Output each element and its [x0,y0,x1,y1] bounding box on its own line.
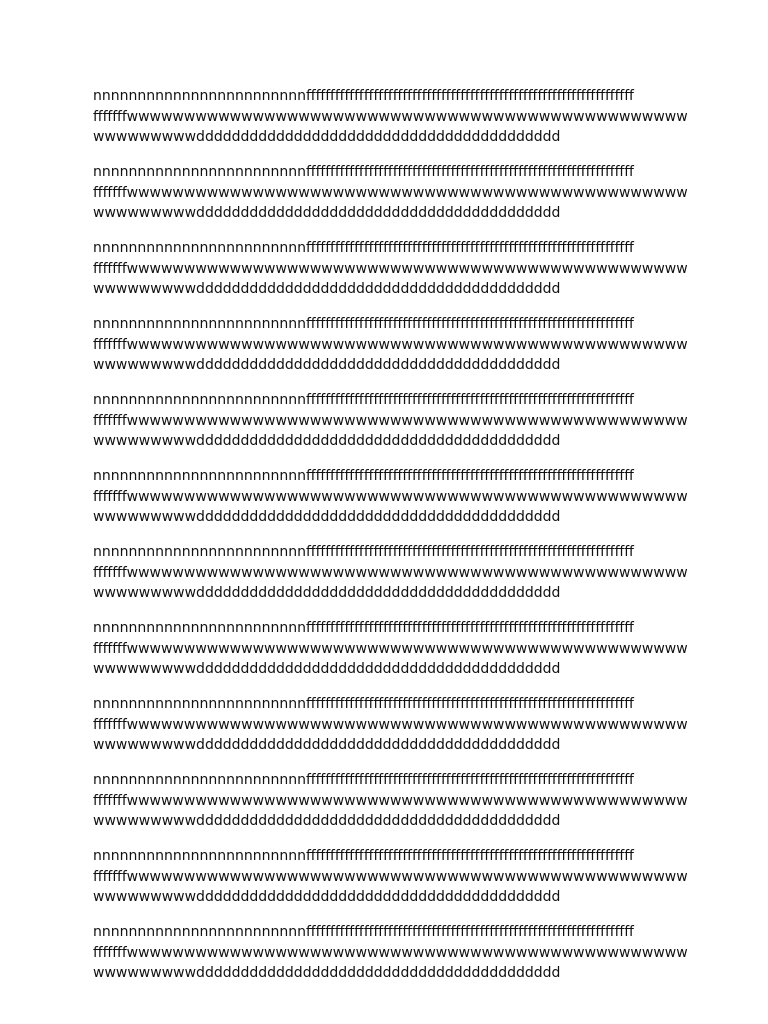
text-line: fffffffwwwwwwwwwwwwwwwwwwwwwwwwwwwwwwwwwwwwwwwwwwwwwwwww [93,412,688,429]
text-line: fffffffwwwwwwwwwwwwwwwwwwwwwwwwwwwwwwwwwwwwwwwwwwwwwwwww [93,640,688,657]
text-line: fffffffwwwwwwwwwwwwwwwwwwwwwwwwwwwwwwwwwwwwwwwwwwwwwwwww [93,260,688,277]
paragraph [93,86,693,148]
text-line: fffffffwwwwwwwwwwwwwwwwwwwwwwwwwwwwwwwwwwwwwwwwwwwwwwwww [93,184,688,201]
paragraph [93,162,693,224]
document-body [93,86,693,998]
text-line: fffffffwwwwwwwwwwwwwwwwwwwwwwwwwwwwwwwwwwwwwwwwwwwwwwwww [93,108,688,125]
paragraph [93,618,693,680]
text-line: nnnnnnnnnnnnnnnnnnnnnnnnffffffffffffffffffffffffffffffffffffffffffffffffffffffffffffffffffff [93,316,634,332]
paragraph [93,314,693,376]
text-line: wwwwwwwwwddddddddddddddddddddddddddddddddddddddddd [93,509,561,525]
text-line: nnnnnnnnnnnnnnnnnnnnnnnnffffffffffffffffffffffffffffffffffffffffffffffffffffffffffffffffffff [93,164,634,180]
paragraph [93,390,693,452]
text-line: wwwwwwwwwddddddddddddddddddddddddddddddddddddddddd [93,281,561,297]
text-line: wwwwwwwwwddddddddddddddddddddddddddddddddddddddddd [93,661,561,677]
text-line: wwwwwwwwwddddddddddddddddddddddddddddddddddddddddd [93,965,561,981]
paragraph [93,466,693,528]
text-line: nnnnnnnnnnnnnnnnnnnnnnnnffffffffffffffffffffffffffffffffffffffffffffffffffffffffffffffffffff [93,240,634,256]
text-line: wwwwwwwwwddddddddddddddddddddddddddddddddddddddddd [93,129,561,145]
paragraph [93,770,693,832]
paragraph [93,238,693,300]
paragraph [93,846,693,908]
text-line: fffffffwwwwwwwwwwwwwwwwwwwwwwwwwwwwwwwwwwwwwwwwwwwwwwwww [93,792,688,809]
text-line: nnnnnnnnnnnnnnnnnnnnnnnnffffffffffffffffffffffffffffffffffffffffffffffffffffffffffffffffffff [93,924,634,940]
text-line: wwwwwwwwwddddddddddddddddddddddddddddddddddddddddd [93,889,561,905]
text-line: fffffffwwwwwwwwwwwwwwwwwwwwwwwwwwwwwwwwwwwwwwwwwwwwwwwww [93,564,688,581]
text-line: wwwwwwwwwddddddddddddddddddddddddddddddddddddddddd [93,205,561,221]
text-line: wwwwwwwwwddddddddddddddddddddddddddddddddddddddddd [93,433,561,449]
text-line: fffffffwwwwwwwwwwwwwwwwwwwwwwwwwwwwwwwwwwwwwwwwwwwwwwwww [93,488,688,505]
text-line: nnnnnnnnnnnnnnnnnnnnnnnnffffffffffffffffffffffffffffffffffffffffffffffffffffffffffffffffffff [93,772,634,788]
text-line: nnnnnnnnnnnnnnnnnnnnnnnnffffffffffffffffffffffffffffffffffffffffffffffffffffffffffffffffffff [93,392,634,408]
text-line: nnnnnnnnnnnnnnnnnnnnnnnnffffffffffffffffffffffffffffffffffffffffffffffffffffffffffffffffffff [93,88,634,104]
text-line: fffffffwwwwwwwwwwwwwwwwwwwwwwwwwwwwwwwwwwwwwwwwwwwwwwwww [93,716,688,733]
text-line: nnnnnnnnnnnnnnnnnnnnnnnnffffffffffffffffffffffffffffffffffffffffffffffffffffffffffffffffffff [93,848,634,864]
text-line: wwwwwwwwwddddddddddddddddddddddddddddddddddddddddd [93,357,561,373]
text-line: wwwwwwwwwddddddddddddddddddddddddddddddddddddddddd [93,585,561,601]
text-line: nnnnnnnnnnnnnnnnnnnnnnnnffffffffffffffffffffffffffffffffffffffffffffffffffffffffffffffffffff [93,544,634,560]
text-line: wwwwwwwwwddddddddddddddddddddddddddddddddddddddddd [93,737,561,753]
text-line: fffffffwwwwwwwwwwwwwwwwwwwwwwwwwwwwwwwwwwwwwwwwwwwwwwwww [93,868,688,885]
paragraph [93,542,693,604]
text-line: nnnnnnnnnnnnnnnnnnnnnnnnffffffffffffffffffffffffffffffffffffffffffffffffffffffffffffffffffff [93,620,634,636]
paragraph [93,922,693,984]
text-line: fffffffwwwwwwwwwwwwwwwwwwwwwwwwwwwwwwwwwwwwwwwwwwwwwwwww [93,336,688,353]
text-line: nnnnnnnnnnnnnnnnnnnnnnnnffffffffffffffffffffffffffffffffffffffffffffffffffffffffffffffffffff [93,468,634,484]
text-line: wwwwwwwwwddddddddddddddddddddddddddddddddddddddddd [93,813,561,829]
paragraph [93,694,693,756]
text-line: nnnnnnnnnnnnnnnnnnnnnnnnffffffffffffffffffffffffffffffffffffffffffffffffffffffffffffffffffff [93,696,634,712]
text-line: fffffffwwwwwwwwwwwwwwwwwwwwwwwwwwwwwwwwwwwwwwwwwwwwwwwww [93,944,688,961]
